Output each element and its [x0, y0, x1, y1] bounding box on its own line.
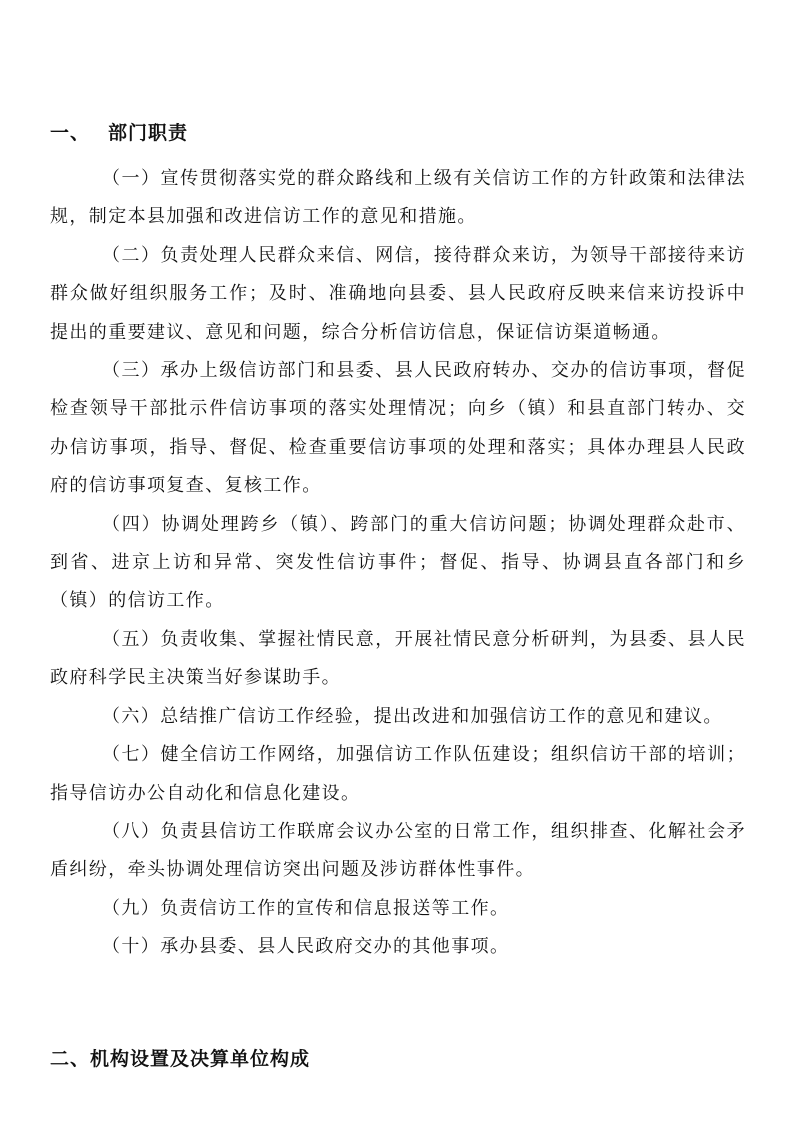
duty-paragraph-8: （八）负责县信访工作联席会议办公室的日常工作，组织排查、化解社会矛盾纠纷，牵头协调处理信访突出问题及涉访群体性事件。: [50, 820, 746, 881]
duty-paragraph-9: （九）负责信访工作的宣传和信息报送等工作。: [102, 897, 510, 919]
duty-paragraph-3: （三）承办上级信访部门和县委、县人民政府转办、交办的信访事项，督促检查领导干部批示件信访事项的落实处理情况；向乡（镇）和县直部门转办、交办信访事项，指导、督促、检查重要信访事项的处理和落实；具体办理县人民政府的信访事项复查、复核工作。: [50, 360, 746, 497]
duty-paragraph-1: （一）宣传贯彻落实党的群众路线和上级有关信访工作的方针政策和法律法规，制定本县加强和改进信访工作的意见和措施。: [50, 168, 746, 228]
duty-paragraph-4: （四）协调处理跨乡（镇）、跨部门的重大信访问题；协调处理群众赴市、到省、进京上访和异常、突发性信访事件；督促、指导、协调县直各部门和乡（镇）的信访工作。: [50, 513, 746, 612]
section-heading-department-duties: [50, 120, 188, 146]
duties-list: [50, 160, 746, 967]
duty-paragraph-2: （二）负责处理人民群众来信、网信，接待群众来访，为领导干部接待来访群众做好组织服务工作；及时、准确地向县委、县人民政府反映来信来访投诉中提出的重要建议、意见和问题，综合分析信访信息，保证信访渠道畅通。: [50, 244, 746, 343]
section-heading-organization: [50, 1046, 310, 1072]
section-number: 一、: [50, 122, 91, 144]
duty-paragraph-5: （五）负责收集、掌握社情民意，开展社情民意分析研判，为县委、县人民政府科学民主决策当好参谋助手。: [50, 628, 746, 689]
duty-paragraph-10: （十）承办县委、县人民政府交办的其他事项。: [102, 936, 510, 958]
section-title: 二、机构设置及决算单位构成: [50, 1048, 311, 1070]
duty-paragraph-7: （七）健全信访工作网络，加强信访工作队伍建设；组织信访干部的培训；指导信访办公自动化和信息化建设。: [50, 744, 746, 804]
section-title: 部门职责: [108, 122, 189, 144]
duty-paragraph-6: （六）总结推广信访工作经验，提出改进和加强信访工作的意见和建议。: [102, 705, 723, 727]
